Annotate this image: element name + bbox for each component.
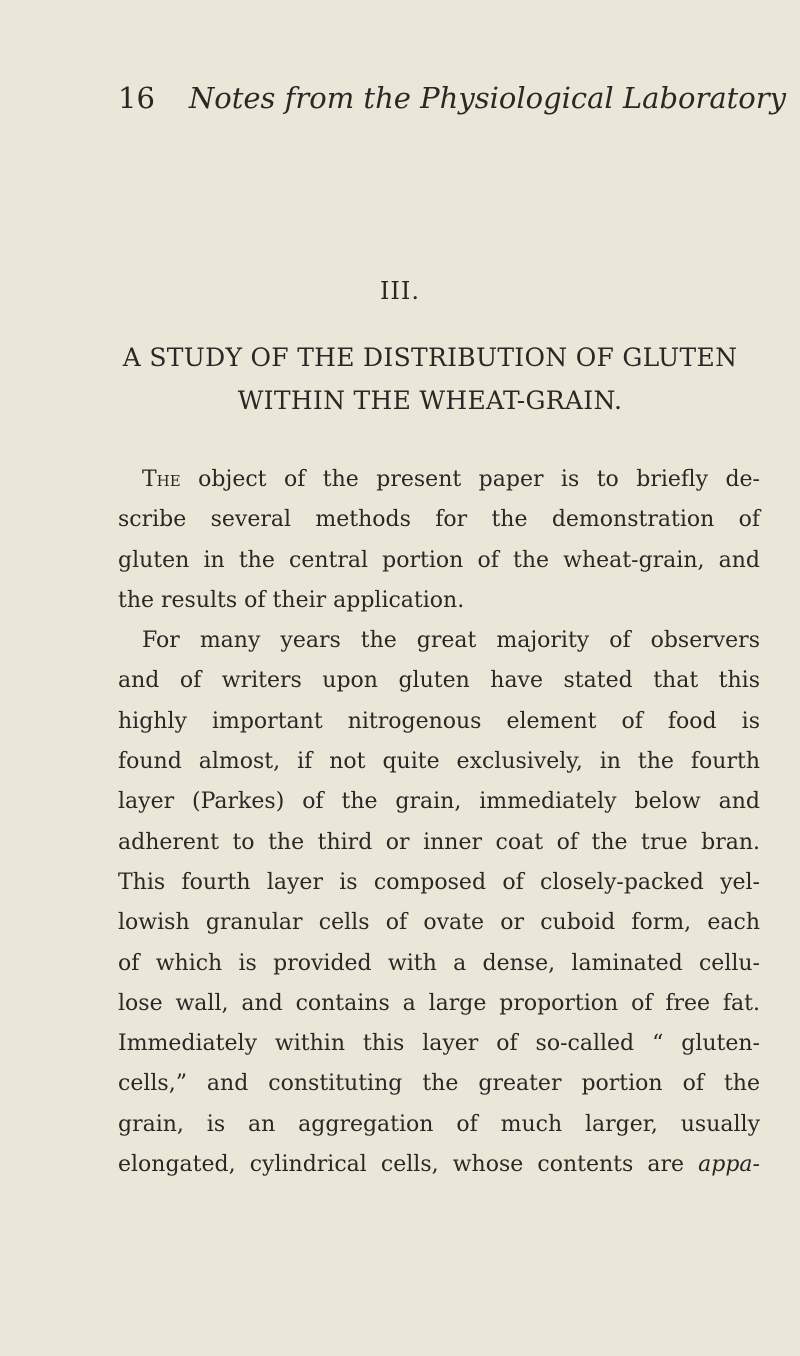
text-line: of which is provided with a dense, laminated cellu- (118, 950, 760, 976)
heading-line-2: WITHIN THE WHEAT-GRAIN. (237, 386, 623, 415)
section-number: III. (379, 277, 421, 305)
text-line: highly important nitrogenous element of food is (118, 708, 760, 734)
italic-fragment: appa- (698, 1152, 760, 1178)
text-line: For many years the great majority of observers (142, 628, 760, 654)
text-line: Immediately within this layer of so-called “ gluten- (118, 1031, 760, 1057)
text-line: lowish granular cells of ovate or cuboid form, each (118, 910, 760, 936)
running-head (118, 78, 786, 118)
text-line: gluten in the central portion of the wheat-grain, and (118, 547, 760, 573)
running-title: Notes from the Physiological Laboratory (188, 81, 787, 115)
text-line: scribe several methods for the demonstration of (118, 507, 760, 533)
text-fragment: object of the present paper is to briefly de- (198, 467, 760, 492)
text-fragment: elongated, cylindrical cells, whose contents are (118, 1152, 685, 1178)
text-line: cells,” and constituting the greater portion of the (118, 1071, 760, 1097)
heading-line-1: A STUDY OF THE DISTRIBUTION OF GLUTEN (122, 343, 738, 372)
text-line: adherent to the third or inner coat of the true bran. (118, 829, 760, 855)
section-heading (100, 336, 760, 422)
text-line: and of writers upon gluten have stated that this (118, 668, 760, 694)
text-line: the results of their application. (118, 587, 465, 613)
text-line: grain, is an aggregation of much larger, usually (118, 1111, 760, 1137)
text-line: This fourth layer is composed of closely-packed yel- (118, 869, 760, 895)
page-number: 16 (118, 81, 155, 115)
opening-word: The (142, 467, 181, 492)
body-text (118, 460, 760, 1185)
text-line (118, 460, 760, 500)
text-line (118, 1145, 760, 1185)
text-line: found almost, if not quite exclusively, in the fourth (118, 749, 760, 775)
text-line: lose wall, and contains a large proportion of free fat. (118, 990, 760, 1016)
text-line: layer (Parkes) of the grain, immediately below and (118, 789, 760, 815)
